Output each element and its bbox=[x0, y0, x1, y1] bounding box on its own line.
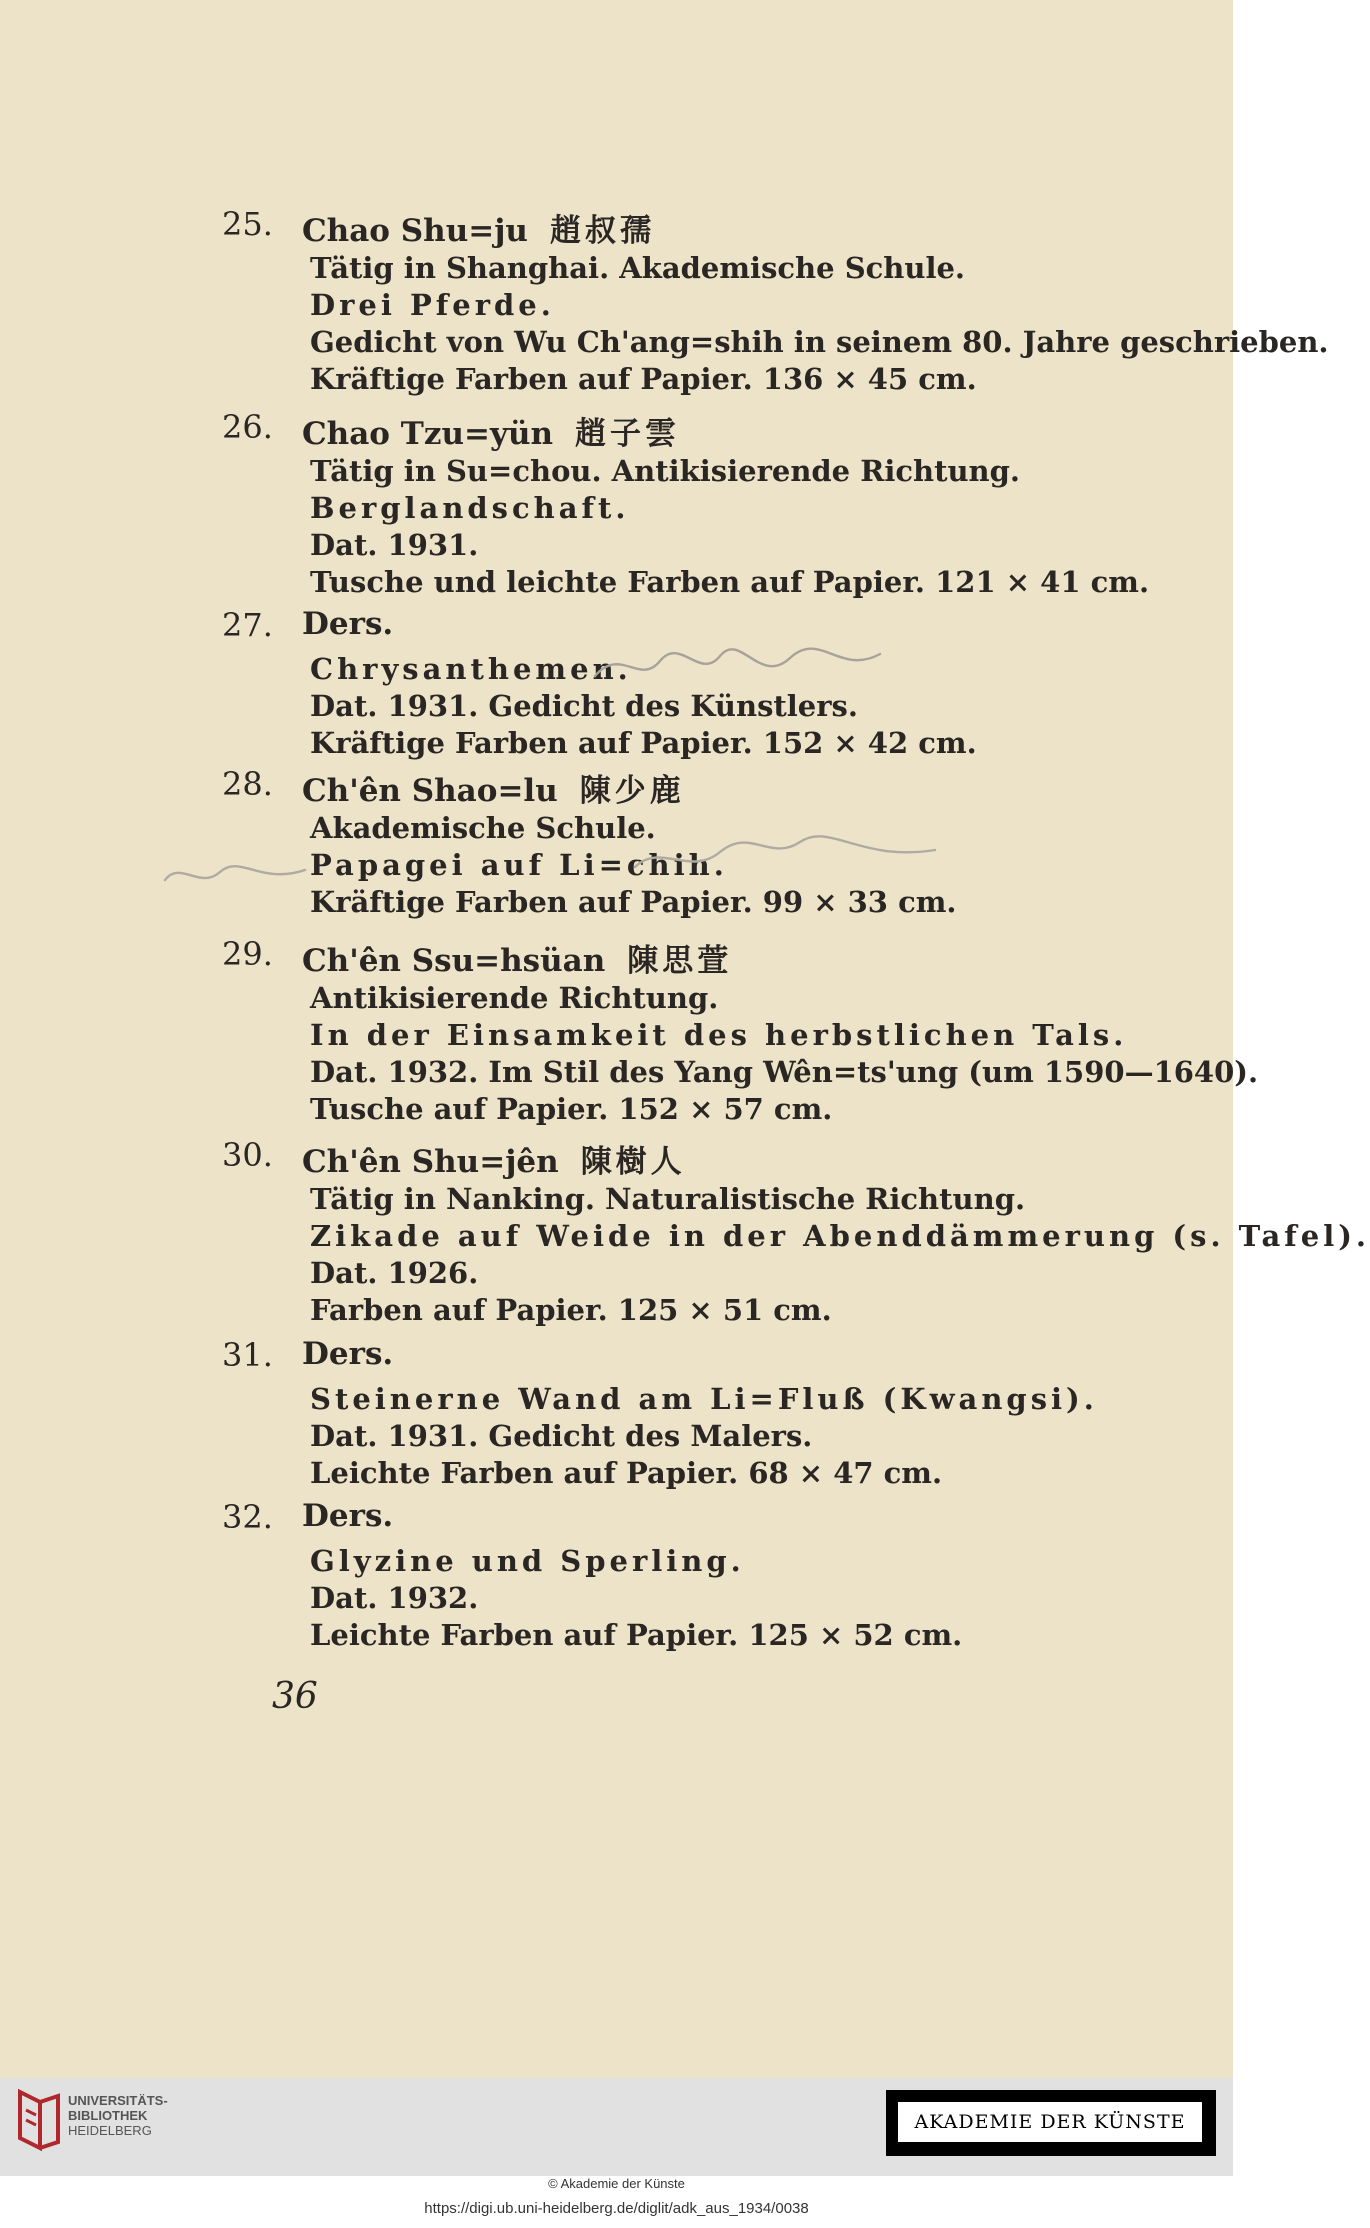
source-url-link[interactable]: https://digi.ub.uni-heidelberg.de/diglit/adk_aus_1934/0038 bbox=[424, 2200, 809, 2217]
entry-number: 32. bbox=[222, 1498, 273, 1536]
entry-detail-line: Leichte Farben auf Papier. 68 × 47 cm. bbox=[310, 1456, 943, 1490]
university-library-logo-icon bbox=[14, 2088, 64, 2152]
entry-number: 25. bbox=[222, 205, 273, 243]
entry-detail-line: Antikisierende Richtung. bbox=[310, 981, 719, 1015]
entry-detail-line: Dat. 1931. bbox=[310, 528, 479, 562]
entry-detail-line: Gedicht von Wu Ch'ang=shih in seinem 80. Jahre geschrieben. bbox=[310, 325, 1329, 359]
entry-number: 26. bbox=[222, 408, 273, 446]
entry-artist-heading bbox=[302, 765, 685, 810]
entry-title: Glyzine und Sperling. bbox=[310, 1544, 745, 1578]
entry-title: Berglandschaft. bbox=[310, 491, 630, 525]
page-number: 36 bbox=[272, 1676, 318, 1717]
entry-detail-line: Kräftige Farben auf Papier. 99 × 33 cm. bbox=[310, 885, 957, 919]
artist-chinese-name: 陳思萱 bbox=[627, 943, 733, 979]
library-name-line: BIBLIOTHEK bbox=[68, 2108, 148, 2123]
entry-detail-line: Tusche auf Papier. 152 × 57 cm. bbox=[310, 1092, 833, 1126]
entry-detail-line: Kräftige Farben auf Papier. 152 × 42 cm. bbox=[310, 726, 977, 760]
artist-chinese-name: 趙子雲 bbox=[575, 416, 681, 452]
entry-artist-heading bbox=[302, 408, 680, 453]
entry-detail-line: Farben auf Papier. 125 × 51 cm. bbox=[310, 1293, 832, 1327]
artist-name: Ders. bbox=[302, 606, 394, 642]
artist-chinese-name: 趙叔孺 bbox=[549, 213, 655, 249]
entry-detail-line: Tätig in Nanking. Naturalistische Richtung. bbox=[310, 1182, 1026, 1216]
artist-name: Chao Tzu=yün bbox=[302, 416, 554, 452]
entry-title: Papagei auf Li=chih. bbox=[310, 848, 728, 882]
entry-number: 30. bbox=[222, 1136, 273, 1174]
entry-number: 28. bbox=[222, 765, 273, 803]
entry-title: Chrysanthemen. bbox=[310, 652, 632, 686]
entry-title: Steinerne Wand am Li=Fluß (Kwangsi). bbox=[310, 1382, 1098, 1416]
entry-detail-line: Kräftige Farben auf Papier. 136 × 45 cm. bbox=[310, 362, 977, 396]
entry-detail-line: Dat. 1931. Gedicht des Malers. bbox=[310, 1419, 813, 1453]
entry-number: 27. bbox=[222, 606, 273, 644]
entry-detail-line: Akademische Schule. bbox=[310, 811, 656, 845]
entry-artist-heading bbox=[302, 1136, 686, 1181]
entry-artist-heading bbox=[302, 1498, 393, 1534]
copyright-notice: © Akademie der Künste bbox=[548, 2176, 685, 2191]
entry-artist-heading bbox=[302, 935, 732, 980]
entry-detail-line: Tätig in Su=chou. Antikisierende Richtung. bbox=[310, 454, 1021, 488]
artist-name: Ch'ên Ssu=hsüan bbox=[302, 943, 606, 979]
university-library-name bbox=[68, 2093, 168, 2138]
artist-name: Chao Shu=ju bbox=[302, 213, 528, 249]
entry-detail-line: Dat. 1932. Im Stil des Yang Wên=ts'ung (um 1590—1640). bbox=[310, 1055, 1259, 1089]
academy-logo-text: AKADEMIE DER KÜNSTE bbox=[898, 2102, 1202, 2142]
entry-number: 29. bbox=[222, 935, 273, 973]
entry-detail-line: Dat. 1931. Gedicht des Künstlers. bbox=[310, 689, 858, 723]
artist-chinese-name: 陳少鹿 bbox=[579, 773, 685, 809]
artist-chinese-name: 陳樹人 bbox=[580, 1144, 686, 1180]
artist-name: Ch'ên Shu=jên bbox=[302, 1144, 559, 1180]
entry-artist-heading bbox=[302, 205, 655, 250]
entry-detail-line: Tätig in Shanghai. Akademische Schule. bbox=[310, 251, 966, 285]
artist-name: Ders. bbox=[302, 1336, 394, 1372]
entry-artist-heading bbox=[302, 1336, 393, 1372]
library-name-line: HEIDELBERG bbox=[68, 2123, 152, 2138]
entry-detail-line: Dat. 1932. bbox=[310, 1581, 479, 1615]
entry-artist-heading bbox=[302, 606, 393, 642]
entry-title: Zikade auf Weide in der Abenddämmerung (s. Tafel). bbox=[310, 1219, 1370, 1253]
entry-detail-line: Dat. 1926. bbox=[310, 1256, 479, 1290]
entry-number: 31. bbox=[222, 1336, 273, 1374]
entry-title: Drei Pferde. bbox=[310, 288, 555, 322]
artist-name: Ders. bbox=[302, 1498, 394, 1534]
artist-name: Ch'ên Shao=lu bbox=[302, 773, 558, 809]
academy-logo[interactable] bbox=[886, 2090, 1216, 2156]
entry-detail-line: Leichte Farben auf Papier. 125 × 52 cm. bbox=[310, 1618, 963, 1652]
entry-title: In der Einsamkeit des herbstlichen Tals. bbox=[310, 1018, 1128, 1052]
entry-detail-line: Tusche und leichte Farben auf Papier. 121 × 41 cm. bbox=[310, 565, 1150, 599]
library-name-line: UNIVERSITÄTS- bbox=[68, 2093, 168, 2108]
